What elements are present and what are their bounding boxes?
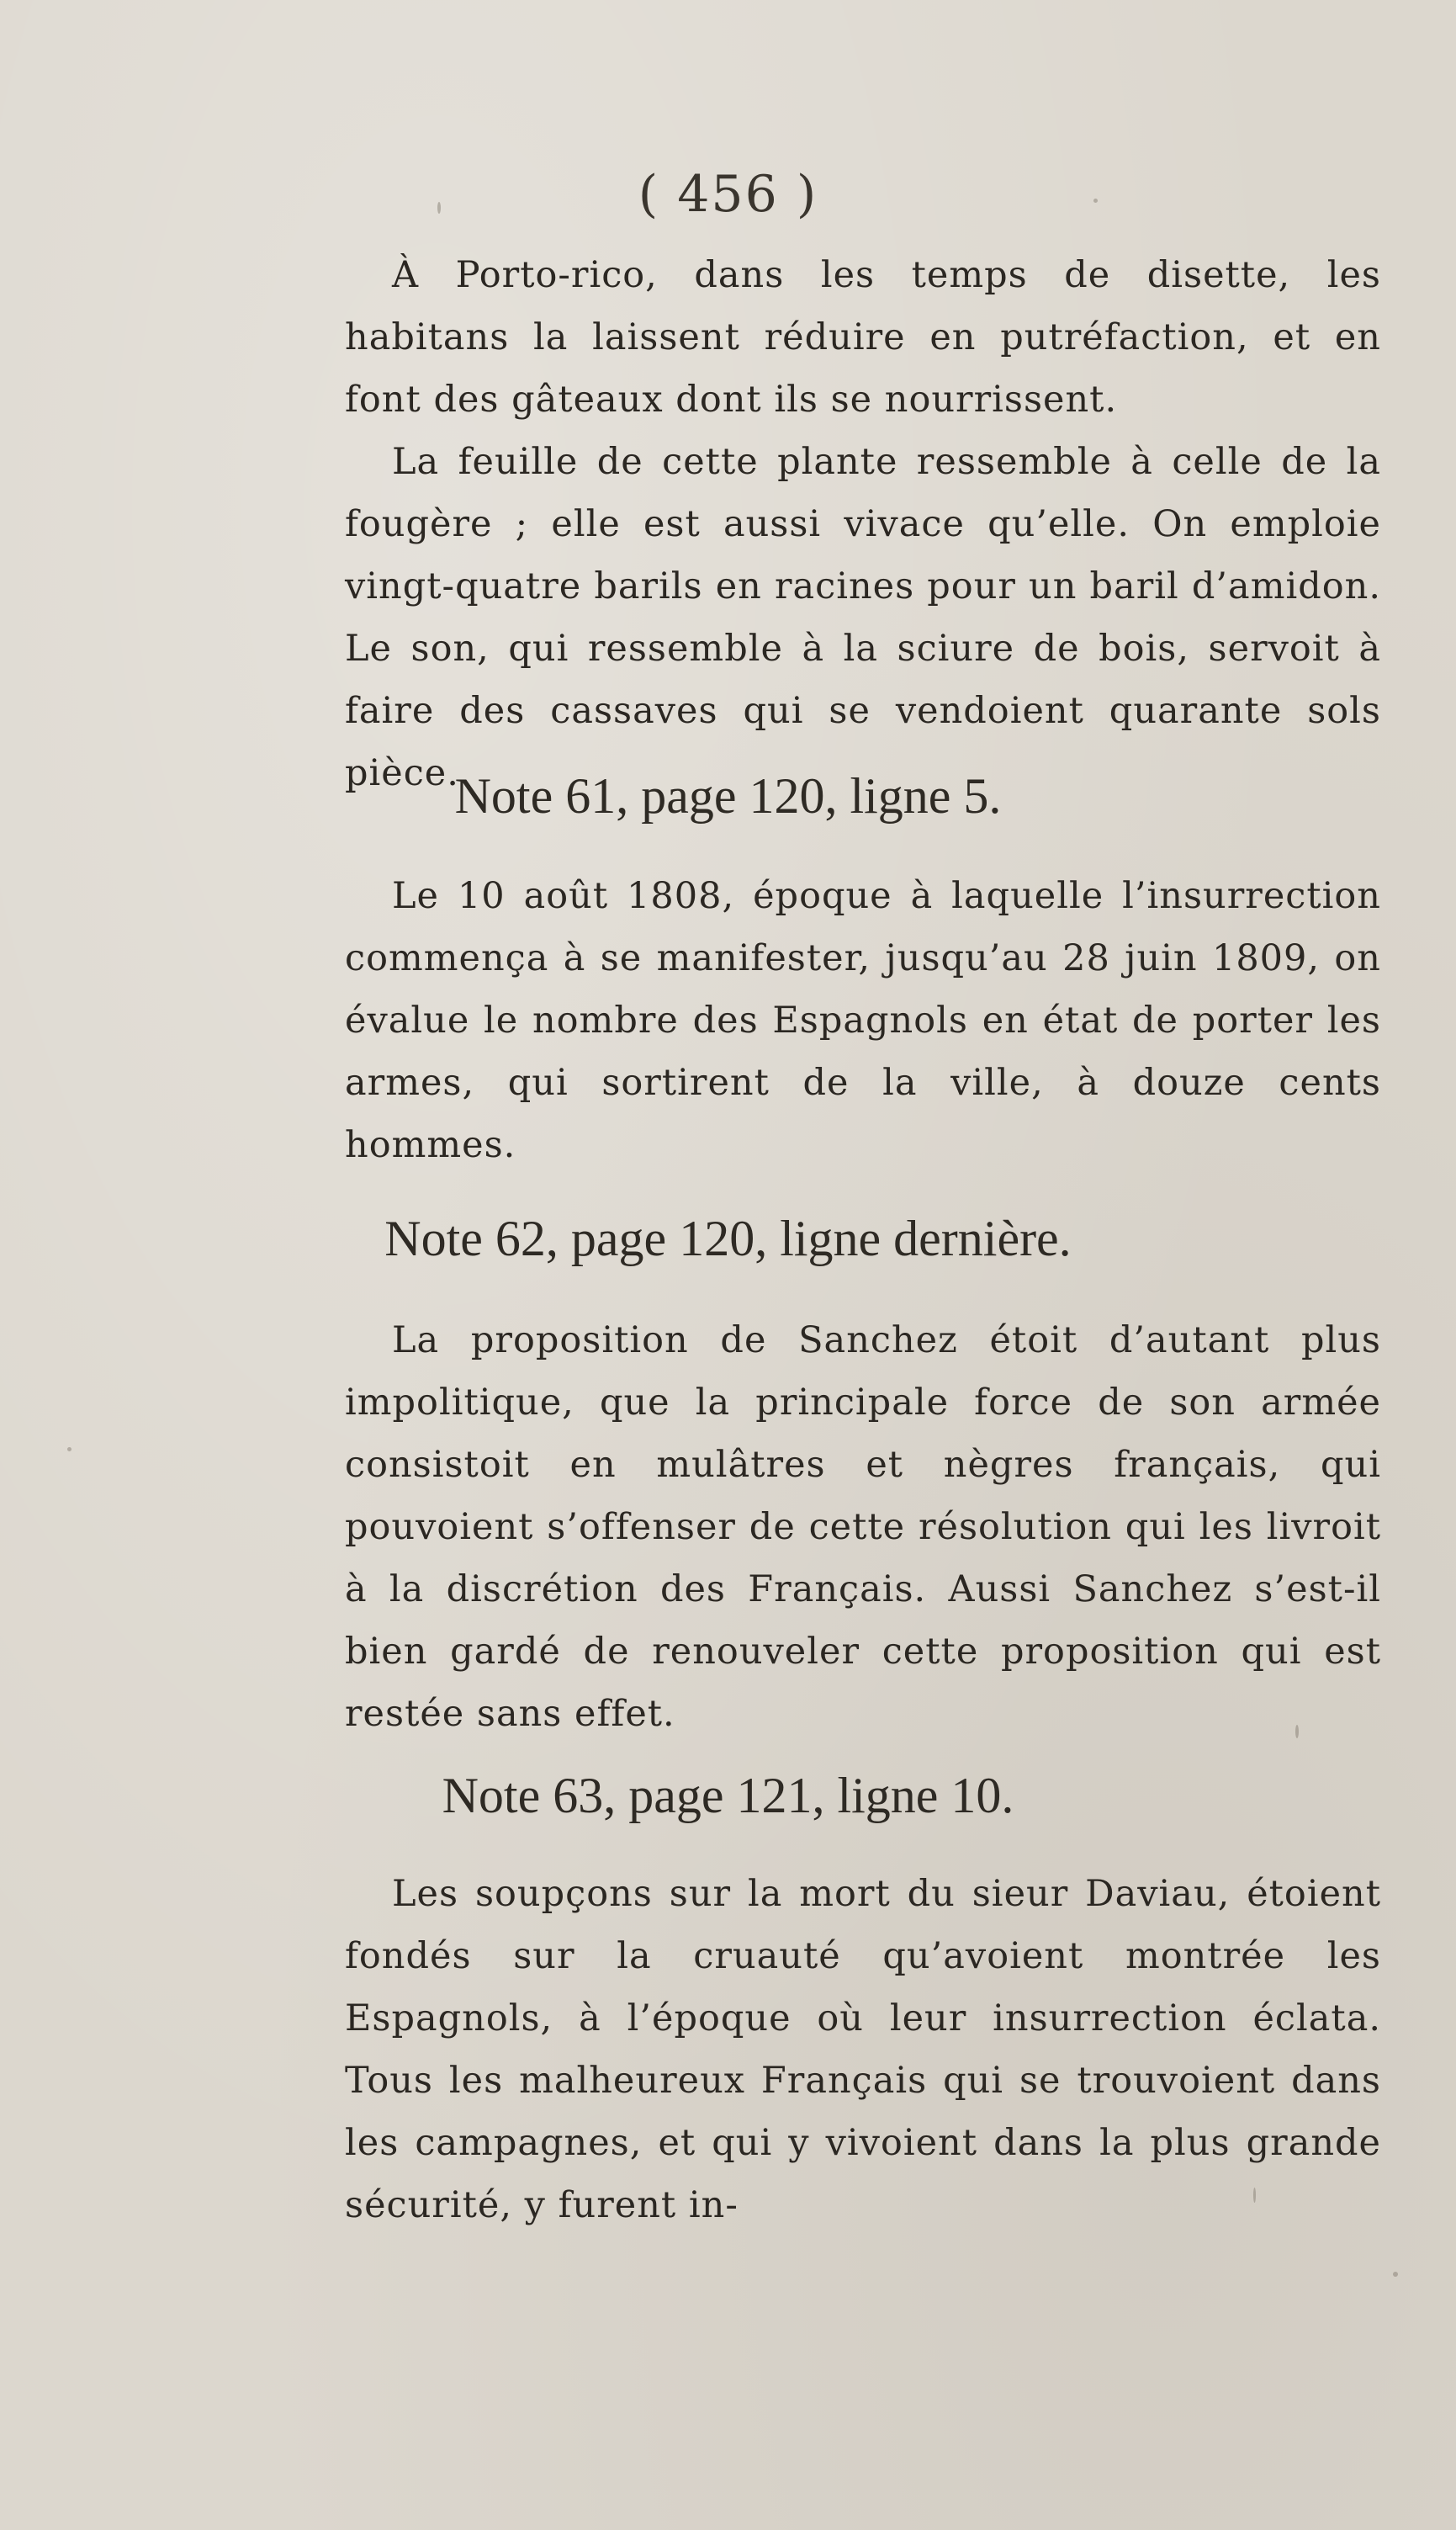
note-63-heading: Note 63, page 121, ligne 10. [442, 1768, 1014, 1823]
paper-speck [67, 1447, 71, 1451]
note-62-section [345, 1309, 1381, 1745]
note-63-section [345, 1863, 1381, 2236]
paper-speck [1393, 2272, 1398, 2277]
note-61-section [345, 865, 1381, 1176]
note-62-text: La proposition de Sanchez étoit d’autant plus impolitique, que la principale force de son armée consistoit en mulâtres et nègres français, qui pouvoient s’offenser de cette résolution qui les livroit à la discrétion des Français. Aussi Sanchez s’est-il bien gardé de renouveler cette proposition qui est restée sans effet. [345, 1319, 1381, 1735]
note-61-text: Le 10 août 1808, époque à laquelle l’insurrection commença à se manifester, jusqu’au 28 juin 1809, on évalue le nombre des Espagnols en état de porter les armes, qui sortirent de la ville, à douze cents hommes. [345, 875, 1381, 1166]
paper-speck [1295, 1725, 1299, 1738]
paper-speck [1253, 2188, 1256, 2203]
note-62-heading: Note 62, page 120, ligne dernière. [384, 1211, 1072, 1266]
intro-paragraph-1: À Porto-rico, dans les temps de disette, les habitans la laissent réduire en putréfaction, et en font des gâteaux dont ils se nourrissent. [345, 254, 1381, 421]
page-number: ( 456 ) [638, 165, 818, 224]
note-63-text: Les soupçons sur la mort du sieur Daviau, étoient fondés sur la cruauté qu’avoient montrée les Espagnols, à l’époque où leur insurrection éclata. Tous les malheureux Français qui se trouvoient dans les campagnes, et qui y vivoient dans la plus grande sécurité, y furent in- [345, 1873, 1381, 2226]
intro-section [345, 244, 1381, 804]
note-61-heading: Note 61, page 120, ligne 5. [454, 768, 1002, 824]
intro-paragraph-2: La feuille de cette plante ressemble à celle de la fougère ; elle est aussi vivace qu’elle. On emploie vingt-quatre barils en racines pour un baril d’amidon. Le son, qui ressemble à la sciure de bois, servoit à faire des cassaves qui se vendoient quarante sols pièce. [345, 441, 1381, 794]
paper-speck [1093, 199, 1098, 203]
paper-speck [437, 202, 441, 214]
